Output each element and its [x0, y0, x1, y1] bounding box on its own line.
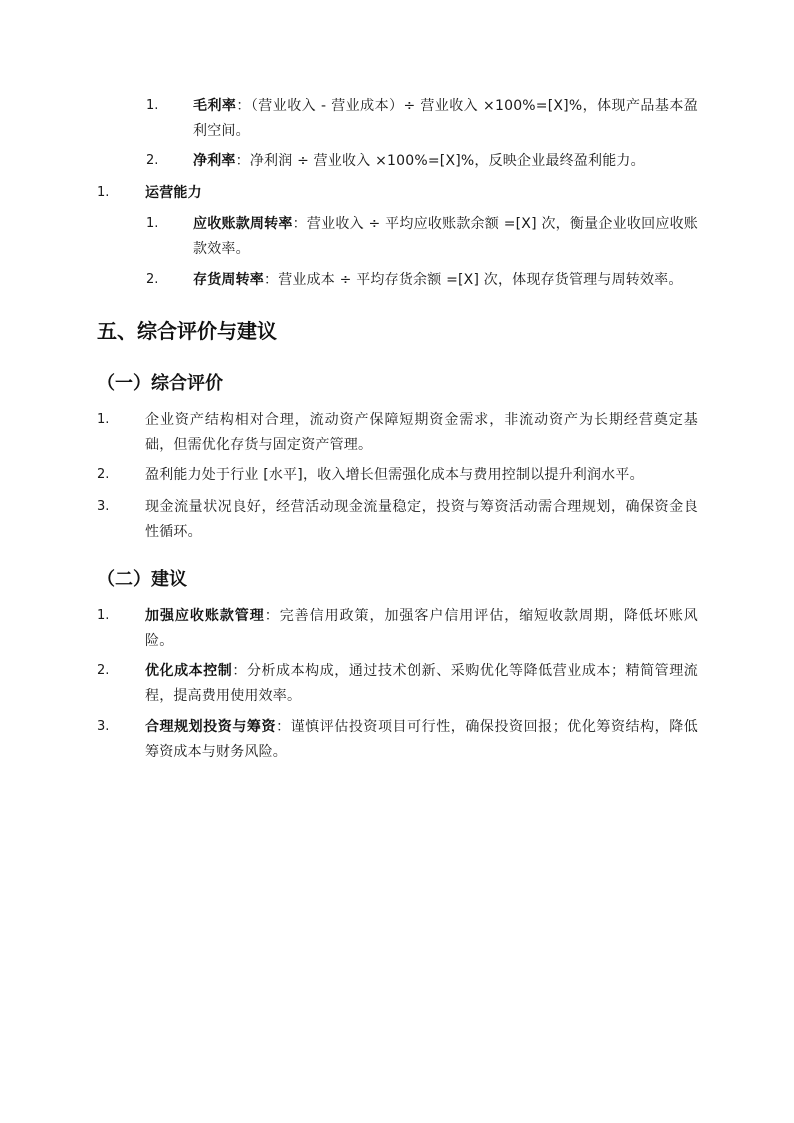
list-text	[145, 604, 698, 653]
list-number: 1.	[146, 216, 159, 231]
term-separator: ：	[276, 719, 291, 735]
list-text	[145, 181, 698, 206]
list-number: 2.	[146, 153, 159, 168]
list-number: 3.	[97, 719, 110, 734]
description: 分析成本构成，通过技术创新、采购优化等降低营业成本；精简管理流程，提高费用使用效率。	[145, 663, 698, 704]
list-number: 1.	[97, 608, 110, 623]
description: （营业收入 - 营业成本）÷ 营业收入 ×100%=[X]%，体现产品基本盈利空间。	[193, 98, 699, 139]
section-heading: 五、综合评价与建议	[97, 319, 277, 343]
term: 净利率	[193, 153, 236, 169]
subsection-heading: （二）建议	[97, 569, 187, 590]
term: 毛利率	[193, 98, 237, 114]
list-text	[193, 94, 698, 143]
description: 谨慎评估投资项目可行性，确保投资回报；优化筹资结构，降低筹资成本与财务风险。	[145, 719, 698, 760]
description: 净利润 ÷ 营业收入 ×100%=[X]%，反映企业最终盈利能力。	[249, 153, 645, 169]
list-number: 1.	[146, 98, 159, 113]
term: 优化成本控制	[145, 663, 233, 679]
term: 合理规划投资与筹资	[145, 719, 277, 735]
term: 存货周转率	[193, 272, 264, 288]
list-text	[145, 715, 698, 764]
list-number: 1.	[97, 185, 110, 200]
list-text: 盈利能力处于行业 [水平]，收入增长但需强化成本与费用控制以提升利润水平。	[145, 467, 644, 483]
operation-label: 运营能力	[145, 185, 202, 201]
term: 加强应收账款管理	[145, 608, 265, 624]
term-separator: ：	[264, 608, 280, 624]
list-number: 2.	[146, 272, 159, 287]
list-text: 现金流量状况良好，经营活动现金流量稳定，投资与筹资活动需合理规划，确保资金良性循环。	[145, 499, 698, 540]
list-number: 3.	[97, 499, 110, 514]
list-text	[193, 149, 698, 174]
list-text: 企业资产结构相对合理，流动资产保障短期资金需求，非流动资产为长期经营奠定基础，但需优化存货与固定资产管理。	[145, 412, 698, 453]
description: 营业成本 ÷ 平均存货余额 =[X] 次，体现存货管理与周转效率。	[278, 272, 683, 288]
subsection-heading: （一）综合评价	[97, 373, 223, 394]
term: 应收账款周转率	[193, 216, 293, 232]
list-number: 1.	[97, 412, 110, 427]
description: 完善信用政策，加强客户信用评估，缩短收款周期，降低坏账风险。	[145, 608, 698, 649]
list-text	[193, 268, 698, 293]
term-separator: ：	[232, 663, 247, 679]
term-separator: ：	[236, 98, 251, 114]
list-number: 2.	[97, 467, 110, 482]
list-text	[145, 659, 698, 708]
term-separator: ：	[292, 216, 307, 232]
list-text	[193, 212, 698, 261]
list-number: 2.	[97, 663, 110, 678]
term-separator: ：	[235, 153, 250, 169]
term-separator: ：	[264, 272, 279, 288]
description: 营业收入 ÷ 平均应收账款余额 =[X] 次，衡量企业收回应收账款效率。	[193, 216, 699, 257]
